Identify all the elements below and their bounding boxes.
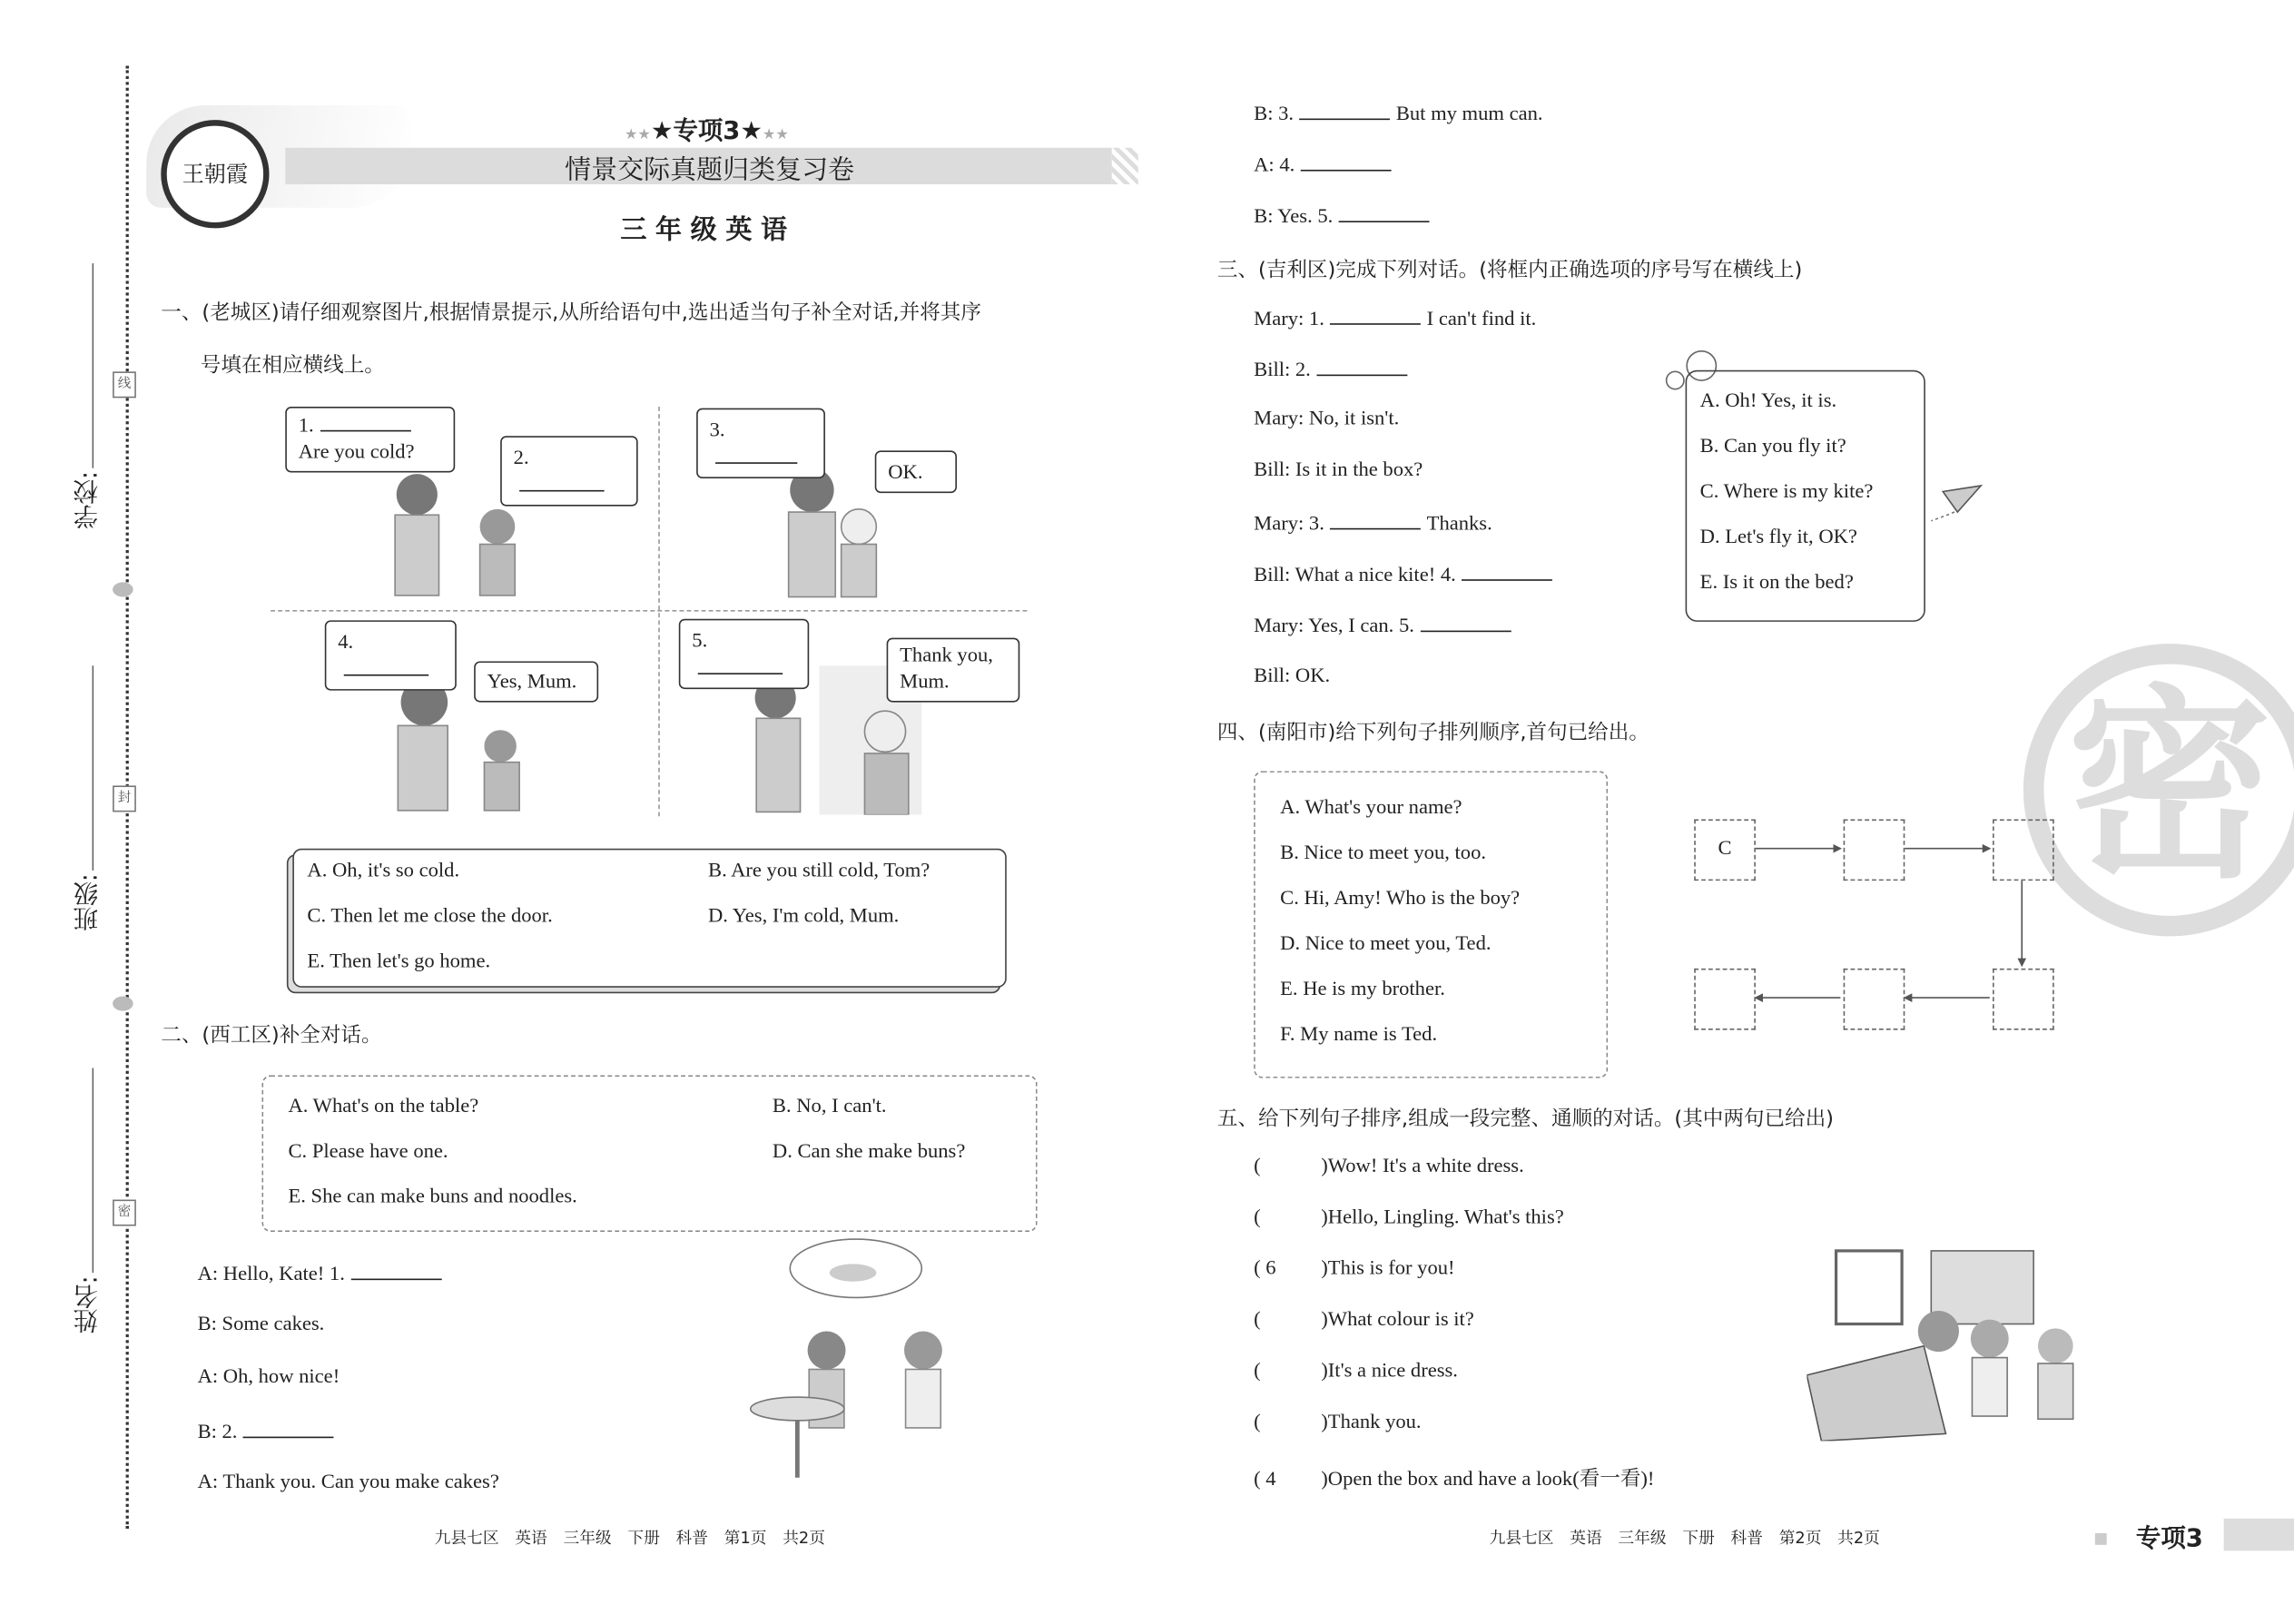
s3-dialog-line <box>1254 459 1423 483</box>
s3-option: A. Oh! Yes, it is. <box>1699 390 1837 413</box>
gift-box-illustration <box>1807 1244 2121 1442</box>
s5-item <box>1254 1156 1524 1179</box>
dialog-text: Mary: No, it isn't. <box>1254 408 1400 430</box>
swirl-icon <box>113 582 133 596</box>
answer-blank[interactable] <box>1462 562 1552 581</box>
s3-dialog-line <box>1254 510 1492 536</box>
answer-blank-4[interactable] <box>344 657 428 676</box>
speech-bubble-yes-mum <box>474 661 598 702</box>
s3-dialog-line <box>1254 408 1399 432</box>
s3-title: 三、(吉利区)完成下列对话。(将框内正确选项的序号写在横线上) <box>1216 259 1803 283</box>
s3-dialog-line <box>1254 562 1558 588</box>
grid-divider-h <box>271 610 1027 612</box>
dialog-text: A: Oh, how nice! <box>197 1366 340 1389</box>
speech-bubble-4 <box>325 620 457 690</box>
s3-option: B. Can you fly it? <box>1699 436 1846 458</box>
class-label: 班级: <box>74 873 104 932</box>
s5-item <box>1254 1207 1564 1231</box>
s2-dialog-line <box>198 1419 340 1445</box>
answer-blank[interactable] <box>1316 357 1407 376</box>
order-box[interactable] <box>1694 969 1756 1030</box>
dialog-text-after: Thanks. <box>1426 513 1492 536</box>
s5-item <box>1254 1309 1474 1333</box>
order-paren[interactable]: ( <box>1254 1156 1261 1178</box>
s5-item <box>1254 1463 1654 1492</box>
seal-xian: 线 <box>113 371 136 398</box>
speech-bubble-1 <box>285 407 455 473</box>
section-tab: 专项3 <box>2135 1524 2203 1554</box>
s2-option-c: C. Please have one. <box>288 1141 448 1164</box>
dialog-text: Mary: Yes, I can. 5. <box>1254 615 1414 638</box>
watermark-text: 密 <box>2067 668 2272 908</box>
topic-text: 专项3 <box>673 116 741 147</box>
s3-option: E. Is it on the bed? <box>1699 572 1854 595</box>
answer-blank[interactable] <box>350 1261 441 1280</box>
s3-dialog-line <box>1254 306 1536 332</box>
dialog-text-after: I can't find it. <box>1426 309 1537 331</box>
s3-dialog-line <box>1254 357 1413 383</box>
s1-option-d: D. Yes, I'm cold, Mum. <box>708 905 900 928</box>
school-label: 学校: <box>74 470 104 529</box>
seal-mi: 密 <box>113 1200 136 1226</box>
s1-title-cont: 号填在相应横线上。 <box>200 354 385 378</box>
s3-dialog-line <box>1254 665 1330 689</box>
s5-item-text: )Wow! It's a white dress. <box>1321 1156 1524 1178</box>
bubble-number: 5. <box>692 630 708 653</box>
class-field[interactable] <box>93 665 94 871</box>
bubble-number: 3. <box>709 419 725 442</box>
dialog-text: Bill: 2. <box>1254 359 1311 382</box>
s5-title: 五、给下列句子排序,组成一段完整、通顺的对话。(其中两句已给出) <box>1216 1107 1834 1131</box>
subject-title: 三年级英语 <box>620 214 796 246</box>
bubble-text: OK. <box>888 462 923 485</box>
order-box[interactable] <box>1844 819 1905 881</box>
order-paren[interactable]: ( <box>1254 1412 1261 1434</box>
s4-option: F. My name is Ted. <box>1280 1024 1438 1047</box>
dialog-text: B: 3. <box>1254 103 1295 126</box>
order-box: C <box>1694 819 1756 881</box>
footer-page-2: 九县七区 英语 三年级 下册 科普 第2页 共2页 <box>1489 1529 1880 1549</box>
order-box[interactable] <box>1993 819 2054 881</box>
s5-item-text: )This is for you! <box>1321 1257 1455 1281</box>
speech-bubble-3 <box>696 408 825 478</box>
order-box[interactable] <box>1993 969 2054 1030</box>
answer-blank[interactable] <box>1301 153 1392 172</box>
dialog-text: Bill: OK. <box>1254 665 1331 688</box>
answer-blank[interactable] <box>1299 101 1390 120</box>
s5-item-text: )Thank you. <box>1321 1412 1422 1434</box>
bubble-text: Yes, Mum. <box>487 671 577 694</box>
dialog-text: B: 2. <box>197 1422 238 1444</box>
s5-item-text: )Hello, Lingling. What's this? <box>1321 1206 1564 1229</box>
s2-dialog-line <box>1254 153 1397 179</box>
speech-bubble-5 <box>679 619 809 689</box>
s4-title: 四、(南阳市)给下列句子排列顺序,首句已给出。 <box>1216 721 1649 745</box>
bubble-number: 1. <box>298 415 314 438</box>
s4-option: A. What's your name? <box>1280 797 1462 820</box>
s2-option-a: A. What's on the table? <box>288 1096 479 1118</box>
s5-item-text: )It's a nice dress. <box>1321 1360 1458 1383</box>
dialog-text: Mary: 3. <box>1254 513 1324 536</box>
swirl-icon <box>113 996 133 1010</box>
order-paren[interactable]: ( 6 <box>1254 1257 1276 1281</box>
bubble-text: Thank you, Mum. <box>900 645 993 694</box>
s5-item-text: )What colour is it? <box>1321 1309 1474 1332</box>
s5-item <box>1254 1361 1458 1384</box>
logo-text: 王朝霞 <box>182 161 249 188</box>
paper-plane-icon <box>1928 480 1986 524</box>
order-paren[interactable]: ( 4 <box>1254 1469 1276 1491</box>
banner-pattern <box>1112 148 1138 184</box>
dialog-text: Bill: What a nice kite! 4. <box>1254 565 1456 587</box>
s2-title: 二、(西工区)补全对话。 <box>161 1024 382 1048</box>
s4-option: B. Nice to meet you, too. <box>1280 842 1487 865</box>
s1-title: 一、(老城区)请仔细观察图片,根据情景提示,从所给语句中,选出适当句子补全对话,并将其序 <box>161 300 981 325</box>
s2-dialog-line <box>198 1366 340 1390</box>
bubble-number: 4. <box>338 632 354 655</box>
speech-bubble-ok <box>875 450 957 493</box>
seal-feng: 封 <box>113 785 136 812</box>
tab-deco <box>2095 1533 2107 1545</box>
logo <box>161 120 269 228</box>
order-paren[interactable]: ( <box>1254 1206 1261 1229</box>
s2-option-b: B. No, I can't. <box>772 1096 887 1118</box>
s2-dialog-line <box>1254 203 1435 230</box>
tab-bar <box>2224 1519 2294 1550</box>
dialog-text: A: Thank you. Can you make cakes? <box>197 1471 499 1494</box>
s1-option-a: A. Oh, it's so cold. <box>307 860 460 882</box>
answer-blank[interactable] <box>1330 510 1421 529</box>
speech-bubble-thanks <box>887 638 1020 703</box>
bubble-number: 2. <box>513 448 529 470</box>
order-paren[interactable]: ( <box>1254 1309 1261 1332</box>
s2-option-d: D. Can she make buns? <box>772 1141 966 1164</box>
s5-item-text: )Open the box and have a look(看一看)! <box>1321 1469 1655 1491</box>
answer-blank-1[interactable] <box>320 412 410 431</box>
dialog-text: B: Yes. 5. <box>1254 206 1334 229</box>
s5-item <box>1254 1258 1454 1282</box>
s3-dialog-line <box>1254 613 1517 639</box>
s3-option: C. Where is my kite? <box>1699 481 1874 504</box>
s3-option: D. Let's fly it, OK? <box>1699 527 1857 549</box>
topic-label: ★★★专项3★★★ <box>624 116 789 147</box>
s5-item <box>1254 1412 1421 1435</box>
s2-dialog-line <box>198 1471 499 1495</box>
dialog-text: A: Hello, Kate! 1. <box>197 1264 345 1286</box>
answer-blank[interactable] <box>1420 613 1511 632</box>
dialog-text: B: Some cakes. <box>197 1314 325 1336</box>
dialog-text-after: But my mum can. <box>1395 103 1543 126</box>
s4-option: D. Nice to meet you, Ted. <box>1280 933 1492 956</box>
order-box[interactable] <box>1844 969 1905 1030</box>
s4-option: C. Hi, Amy! Who is the boy? <box>1280 888 1521 910</box>
s1-option-b: B. Are you still cold, Tom? <box>708 860 930 882</box>
bubble-text: Are you cold? <box>298 441 415 464</box>
answer-blank-2[interactable] <box>519 473 604 492</box>
s2-dialog-line <box>198 1261 448 1287</box>
answer-blank[interactable] <box>1330 306 1421 325</box>
answer-blank[interactable] <box>243 1419 334 1438</box>
s4-option: E. He is my brother. <box>1280 979 1445 1001</box>
kids-cakes-illustration <box>739 1236 966 1492</box>
s1-option-c: C. Then let me close the door. <box>307 905 553 928</box>
speech-bubble-2 <box>500 436 637 506</box>
s2-option-e: E. She can make buns and noodles. <box>288 1186 577 1209</box>
footer-page-1: 九县七区 英语 三年级 下册 科普 第1页 共2页 <box>434 1529 825 1549</box>
s2-dialog-line <box>198 1314 325 1337</box>
order-paren[interactable]: ( <box>1254 1360 1261 1383</box>
banner-title: 情景交际真题归类复习卷 <box>565 154 855 186</box>
school-field[interactable] <box>93 263 94 468</box>
name-label: 姓名: <box>74 1275 104 1334</box>
s2-dialog-line <box>1254 101 1542 127</box>
s1-option-e: E. Then let's go home. <box>307 950 491 973</box>
dialog-text: Bill: Is it in the box? <box>1254 459 1423 482</box>
dialog-text: A: 4. <box>1254 154 1295 178</box>
answer-blank-3[interactable] <box>715 445 797 464</box>
dialog-text: Mary: 1. <box>1254 309 1324 331</box>
name-field[interactable] <box>93 1068 94 1273</box>
answer-blank-5[interactable] <box>698 655 783 674</box>
answer-blank[interactable] <box>1339 203 1430 222</box>
